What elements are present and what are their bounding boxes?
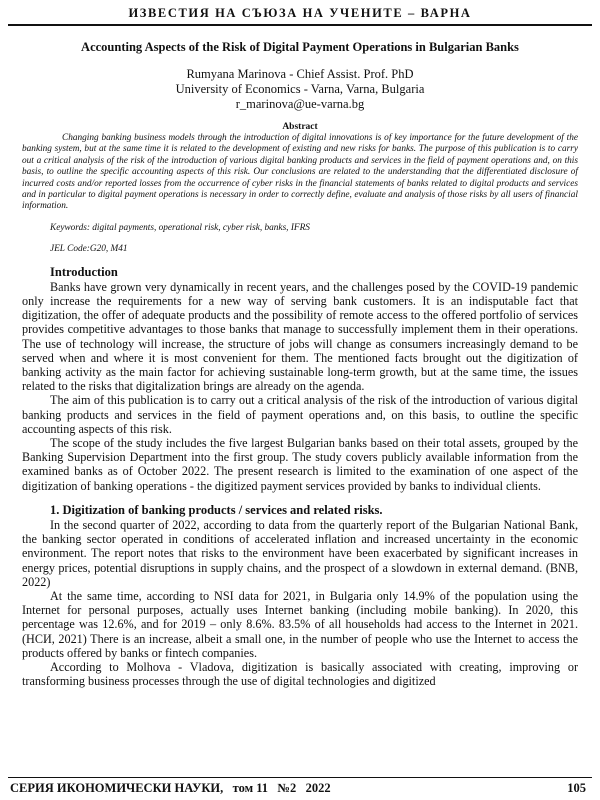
section-1-paragraph-3: According to Molhova - Vladova, digitization is basically associated with creating, improving or transforming business processes through the use of digital technologies and digitized: [22, 659, 578, 689]
keywords-line: Keywords: digital payments, operational risk, cyber risk, banks, IFRS: [50, 222, 310, 233]
introduction-heading: Introduction: [50, 264, 118, 279]
intro-paragraph-3: The scope of the study includes the five largest Bulgarian banks based on their total assets, grouped by the Banking Supervision Department into the first group. The study covers publicly available information from the examined banks as of October 2022. The present research is limited to the examination of one aspect of the digitization of banking operations - the digitized payment services provided by banks to individual clients.: [22, 436, 578, 493]
section-1-heading: 1. Digitization of banking products / services and related risks.: [50, 502, 383, 517]
abstract-text: Changing banking business models through the introduction of digital innovations is of key importance for the future development of the banking system, but at the same time it is related to the development of existing and new risks for banks. The purpose of this publication is to carry out a critical analysis of the risk of the introduction of various digital banking products and services in the field of payment operations and, on this basis, to outline the specific accounting aspects of this risk. Our conclusions are related to the understanding that the differentiated disclosure of incurred costs and/or reported losses from the occurrence of cyber risks in the financial statements of banks related to digital products and services and in particular to digital payment operations is necessary in order to correctly define, evaluate and analysis of those risks by all users of financial information.: [22, 133, 578, 212]
abstract-heading: Abstract: [282, 122, 318, 132]
page-number: 105: [567, 781, 586, 795]
running-header: ИЗВЕСТИЯ НА СЪЮЗА НА УЧЕНИТЕ – ВАРНА: [8, 2, 592, 26]
jel-code-line: JEL Code:G20, M41: [50, 243, 128, 254]
intro-paragraph-1: Banks have grown very dynamically in recent years, and the challenges posed by the COVID-19 pandemic only increase the requirements for a new way of serving bank customers. It is an indisputable fact that digitization, the offer of adequate products and the possibility of remote access to the offered portfolio of services provides competitive advantages to those banks that manage to successfully implement them in their operations. The use of technology will increase, the structure of jobs will change as consumers increasingly demand to be served when and where it is most convenient for them. The mentioned facts brought out the digitization of banking activity as the main factor for achieving sustainable long-term growth, but at the same time, the issues related to the risks that digitalization brings are already on the agenda.: [22, 279, 578, 394]
intro-paragraph-2: The aim of this publication is to carry out a critical analysis of the risk of the introduction of various digital banking products and services in the field of payment operations and, on this basis, to outline the specific accounting aspects of this risk.: [22, 393, 578, 436]
running-footer: [8, 777, 592, 798]
journal-series-info: СЕРИЯ ИКОНОМИЧЕСКИ НАУКИ, том 11 №2 2022: [10, 781, 331, 795]
author-email: r_marinova@ue-varna.bg: [235, 97, 365, 111]
section-1-paragraph-1: In the second quarter of 2022, according to data from the quarterly report of the Bulgarian National Bank, the banking sector operated in conditions of accelerated inflation and increased uncertainty in the economic environment. The report notes that risks to the environment have been exacerbated by significant increases in energy prices, potential disruptions in supply chains, and the prospect of a slowdown in external demand. (BNB, 2022): [22, 517, 578, 589]
author-affiliation: University of Economics - Varna, Varna, Bulgaria: [175, 82, 425, 96]
article-title: Accounting Aspects of the Risk of Digital Payment Operations in Bulgarian Banks: [81, 40, 519, 54]
section-1-paragraph-2: At the same time, according to NSI data for 2021, in Bulgaria only 14.9% of the population using the Internet for personal purposes, actually uses Internet banking (including mobile banking). In 2020, this percentage was 12.6%, and for 2019 – only 8.6%. 83.5% of all households had access to the Internet in 2021. (НСИ, 2021) There is an increase, albeit a small one, in the number of people who use the Internet to access the products offered by banks or fintech companies.: [22, 588, 578, 660]
article-body: [22, 32, 578, 688]
author-name: Rumyana Marinova - Chief Assist. Prof. PhD: [186, 67, 414, 81]
